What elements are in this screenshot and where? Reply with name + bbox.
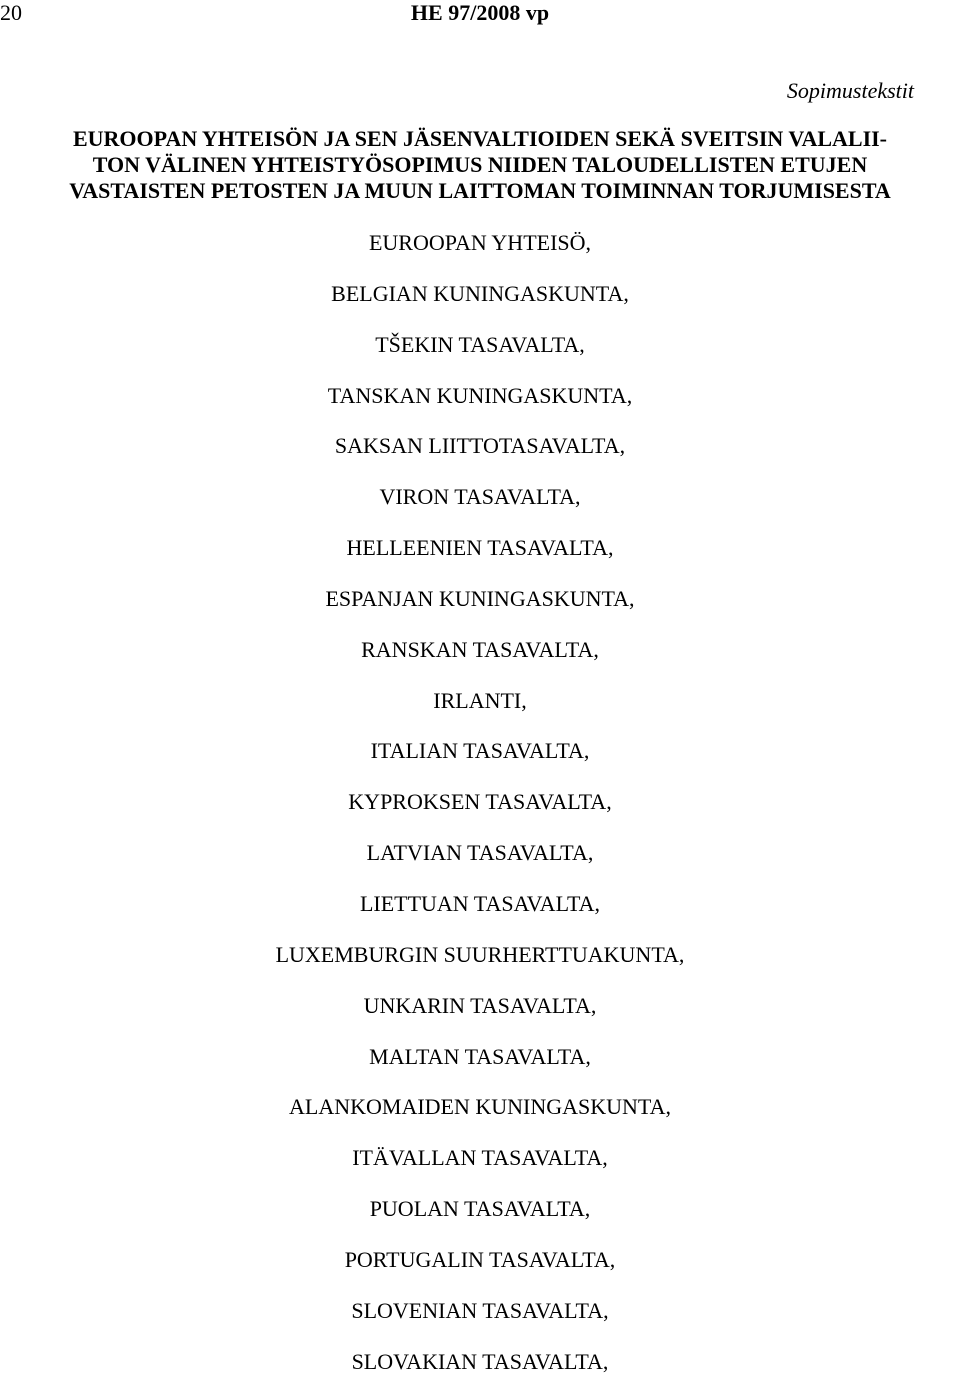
title-line: EUROOPAN YHTEISÖN JA SEN JÄSENVALTIOIDEN SEKÄ SVEITSIN VALALII-: [72, 126, 888, 151]
party-item: PORTUGALIN TASAVALTA,: [344, 1246, 616, 1272]
title-line: VASTAISTEN PETOSTEN JA MUUN LAITTOMAN TOIMINNAN TORJUMISESTA: [69, 178, 891, 203]
party-item: EUROOPAN YHTEISÖ,: [368, 230, 592, 255]
party-item: BELGIAN KUNINGASKUNTA,: [331, 280, 629, 306]
page-number: 20: [0, 0, 22, 25]
party-item: TANSKAN KUNINGASKUNTA,: [327, 382, 633, 408]
party-item: LUXEMBURGIN SUURHERTTUAKUNTA,: [275, 941, 685, 967]
party-item: PUOLAN TASAVALTA,: [369, 1196, 591, 1222]
party-item: HELLEENIEN TASAVALTA,: [346, 535, 614, 561]
party-item: IRLANTI,: [433, 687, 527, 713]
party-item: SLOVENIAN TASAVALTA,: [351, 1297, 609, 1323]
party-item: ITALIAN TASAVALTA,: [370, 738, 590, 764]
party-item: LIETTUAN TASAVALTA,: [359, 890, 601, 916]
party-item: VIRON TASAVALTA,: [379, 484, 581, 510]
party-item: UNKARIN TASAVALTA,: [363, 992, 597, 1018]
section-label: Sopimustekstit: [786, 78, 914, 103]
party-item: LATVIAN TASAVALTA,: [366, 840, 594, 866]
party-item: KYPROKSEN TASAVALTA,: [348, 789, 612, 815]
party-item: ALANKOMAIDEN KUNINGASKUNTA,: [289, 1094, 671, 1120]
party-item: SAKSAN LIITTOTASAVALTA,: [334, 433, 626, 459]
parties-list: [0, 230, 960, 1399]
party-item: TŠEKIN TASAVALTA,: [375, 331, 585, 357]
party-item: MALTAN TASAVALTA,: [369, 1043, 591, 1069]
party-item: RANSKAN TASAVALTA,: [361, 636, 599, 662]
party-item: SLOVAKIAN TASAVALTA,: [351, 1348, 609, 1374]
party-item: ITÄVALLAN TASAVALTA,: [352, 1145, 608, 1171]
party-item: ESPANJAN KUNINGASKUNTA,: [325, 585, 635, 611]
title-line: TON VÄLINEN YHTEISTYÖSOPIMUS NIIDEN TALOUDELLISTEN ETUJEN: [92, 152, 868, 177]
agreement-title: [0, 126, 960, 204]
running-header: HE 97/2008 vp: [410, 0, 550, 25]
